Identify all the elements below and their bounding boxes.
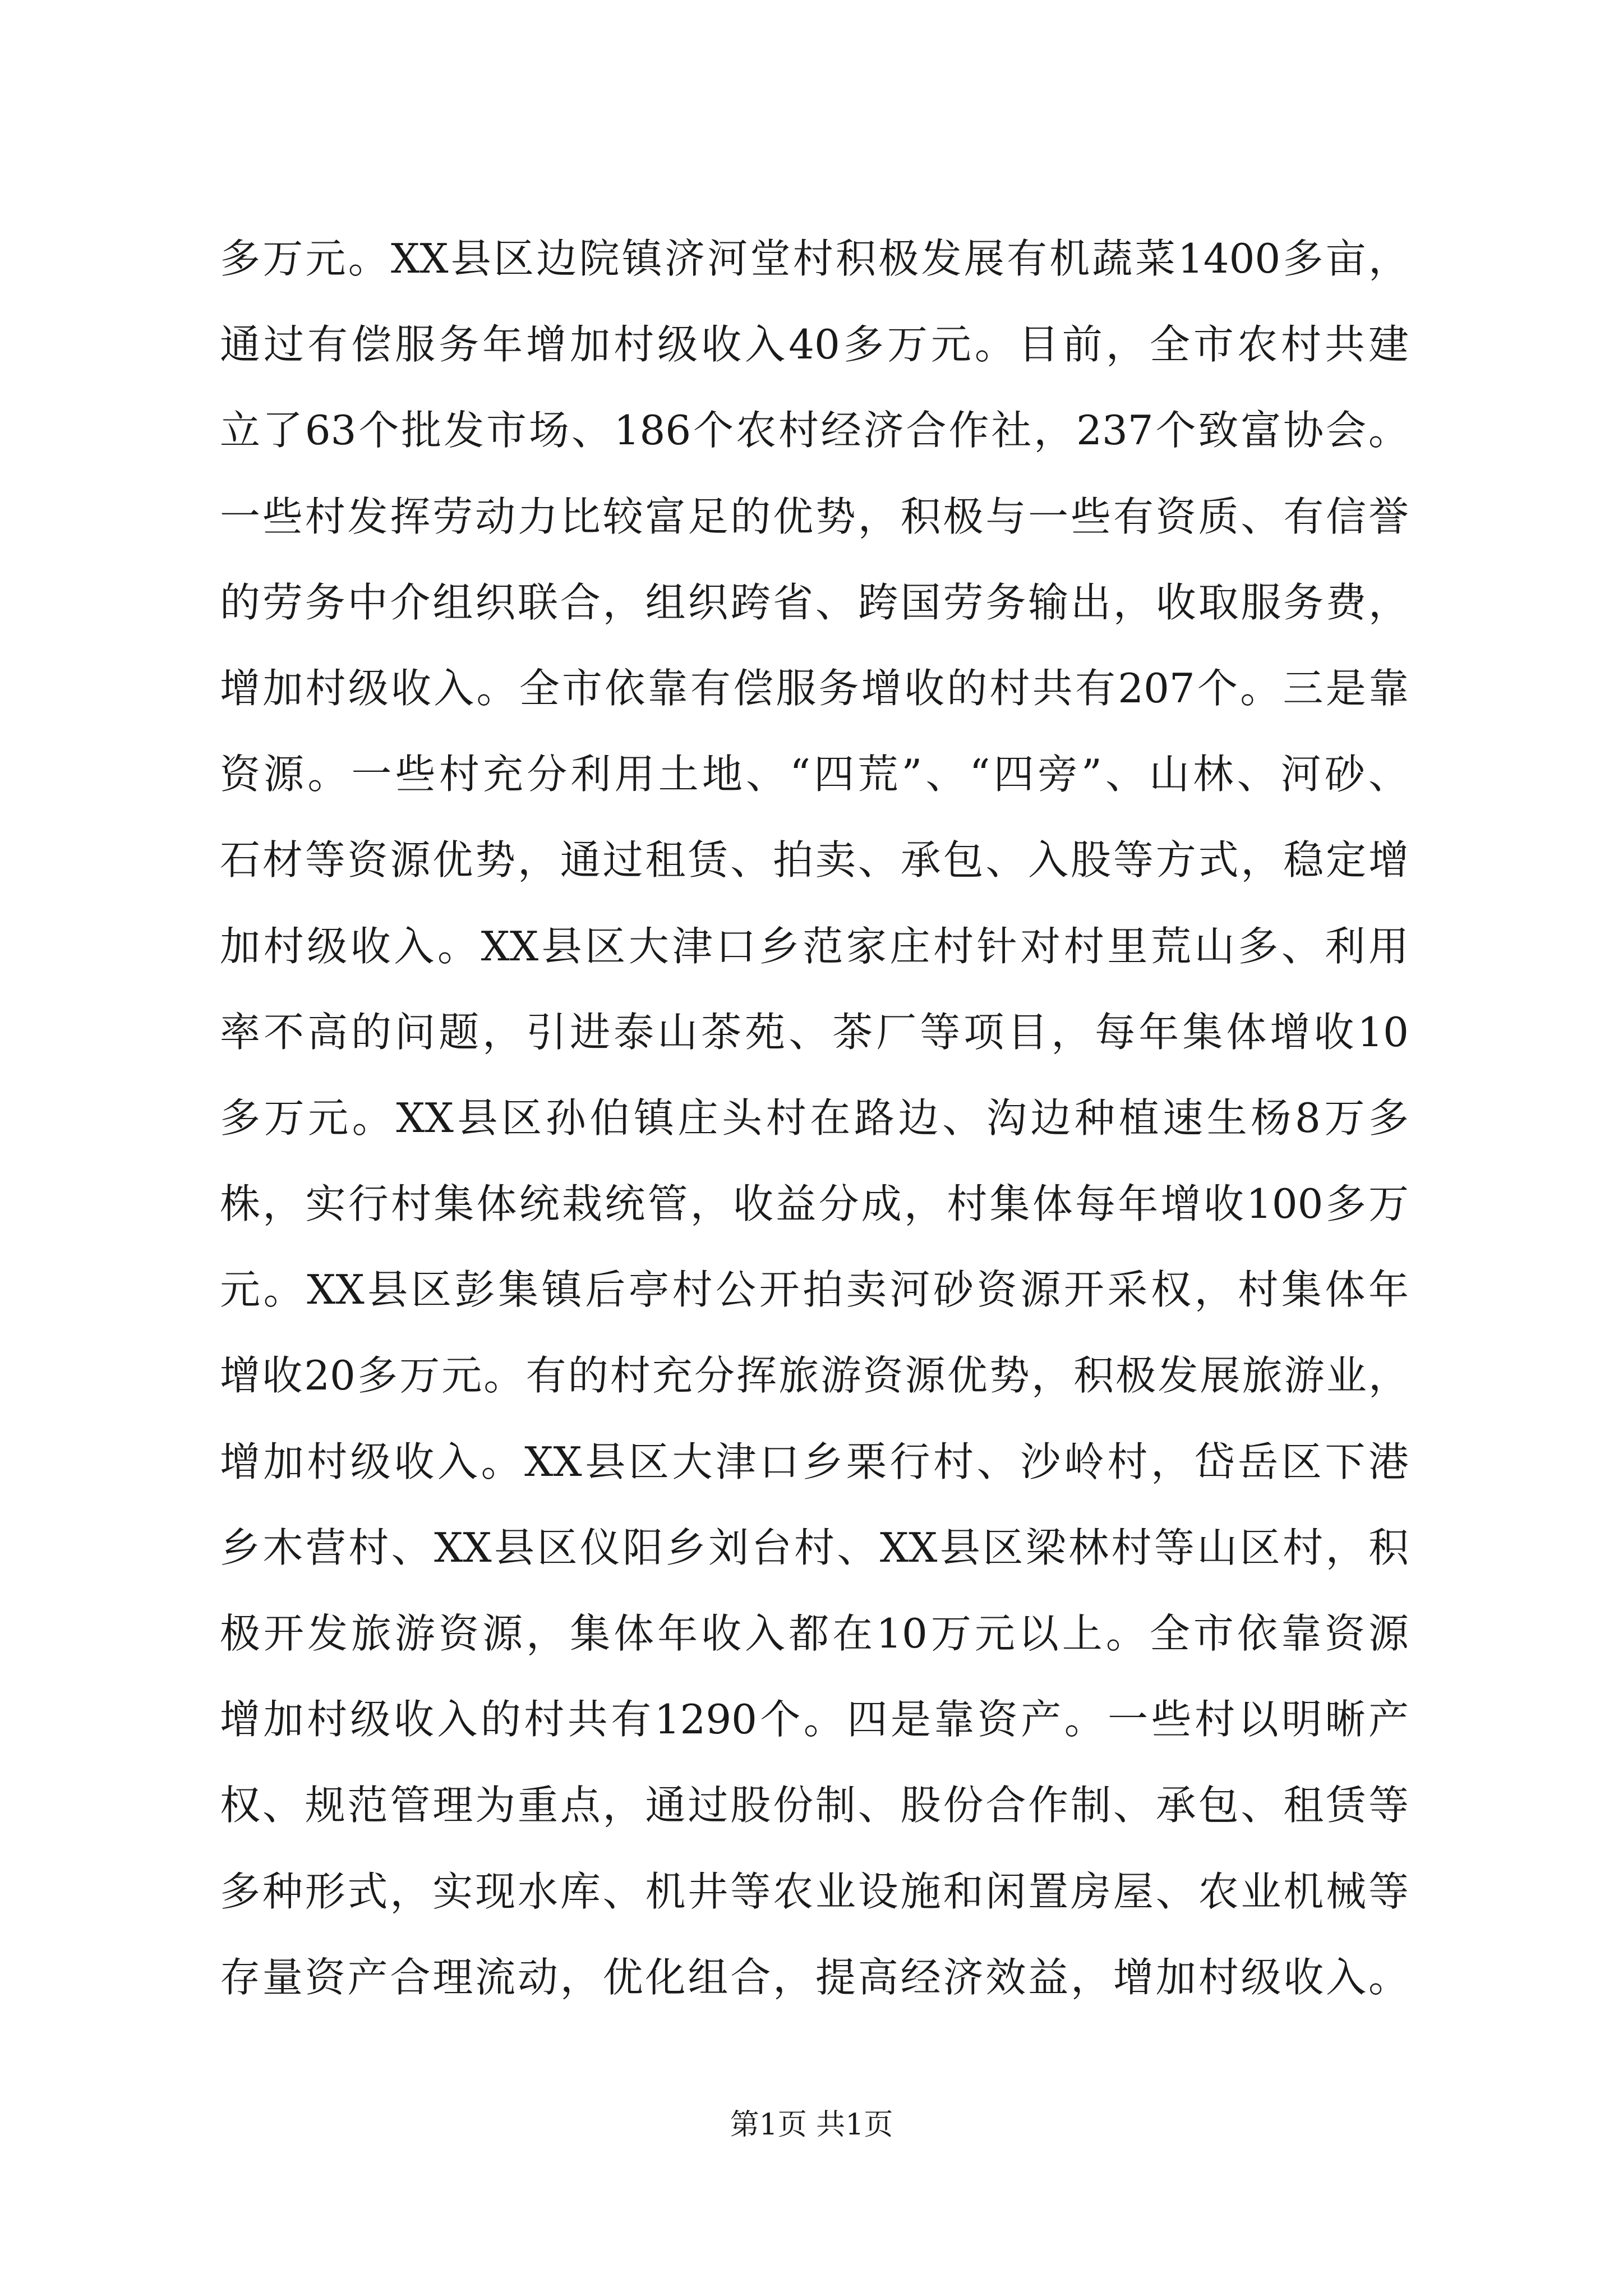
text-line: 多万元。XX县区边院镇济河堂村积极发展有机蔬菜1400多亩， bbox=[220, 235, 1409, 282]
text-line: 资源。一些村充分利用土地、“四荒”、“四旁”、山林、河砂、 bbox=[220, 751, 1409, 798]
text-line: 通过有偿服务年增加村级收入40多万元。目前，全市农村共建 bbox=[220, 321, 1409, 369]
text-line: 率不高的问题，引进泰山茶苑、茶厂等项目，每年集体增收10 bbox=[220, 1008, 1409, 1056]
text-line: 多万元。XX县区孙伯镇庄头村在路边、沟边种植速生杨8万多 bbox=[220, 1094, 1409, 1142]
text-line: 增加村级收入。XX县区大津口乡栗行村、沙岭村，岱岳区下港 bbox=[220, 1438, 1409, 1485]
text-line: 石材等资源优势，通过租赁、拍卖、承包、入股等方式，稳定增 bbox=[220, 836, 1409, 884]
text-line: 极开发旅游资源，集体年收入都在10万元以上。全市依靠资源 bbox=[220, 1610, 1409, 1657]
text-line: 权、规范管理为重点，通过股份制、股份合作制、承包、租赁等 bbox=[220, 1782, 1409, 1829]
body-text bbox=[220, 216, 1409, 2021]
text-line: 增加村级收入。全市依靠有偿服务增收的村共有207个。三是靠 bbox=[220, 664, 1409, 712]
text-line: 存量资产合理流动，优化组合，提高经济效益，增加村级收入。 bbox=[220, 1953, 1409, 2001]
text-line: 立了63个批发市场、186个农村经济合作社，237个致富协会。 bbox=[220, 407, 1409, 454]
text-line: 乡木营村、XX县区仪阳乡刘台村、XX县区梁林村等山区村，积 bbox=[220, 1524, 1409, 1571]
text-line: 多种形式，实现水库、机井等农业设施和闲置房屋、农业机械等 bbox=[220, 1867, 1409, 1915]
text-line: 增收20多万元。有的村充分挥旅游资源优势，积极发展旅游业， bbox=[220, 1352, 1409, 1400]
text-line: 一些村发挥劳动力比较富足的优势，积极与一些有资质、有信誉 bbox=[220, 493, 1409, 540]
text-line: 加村级收入。XX县区大津口乡范家庄村针对村里荒山多、利用 bbox=[220, 922, 1409, 970]
text-line: 元。XX县区彭集镇后亭村公开拍卖河砂资源开采权，村集体年 bbox=[220, 1266, 1409, 1314]
text-line: 增加村级收入的村共有1290个。四是靠资产。一些村以明晰产 bbox=[220, 1696, 1409, 1743]
text-line: 株，实行村集体统栽统管，收益分成，村集体每年增收100多万 bbox=[220, 1180, 1409, 1228]
page-footer: 第1页 共1页 bbox=[730, 2108, 893, 2142]
text-line: 的劳务中介组织联合，组织跨省、跨国劳务输出，收取服务费， bbox=[220, 578, 1409, 626]
